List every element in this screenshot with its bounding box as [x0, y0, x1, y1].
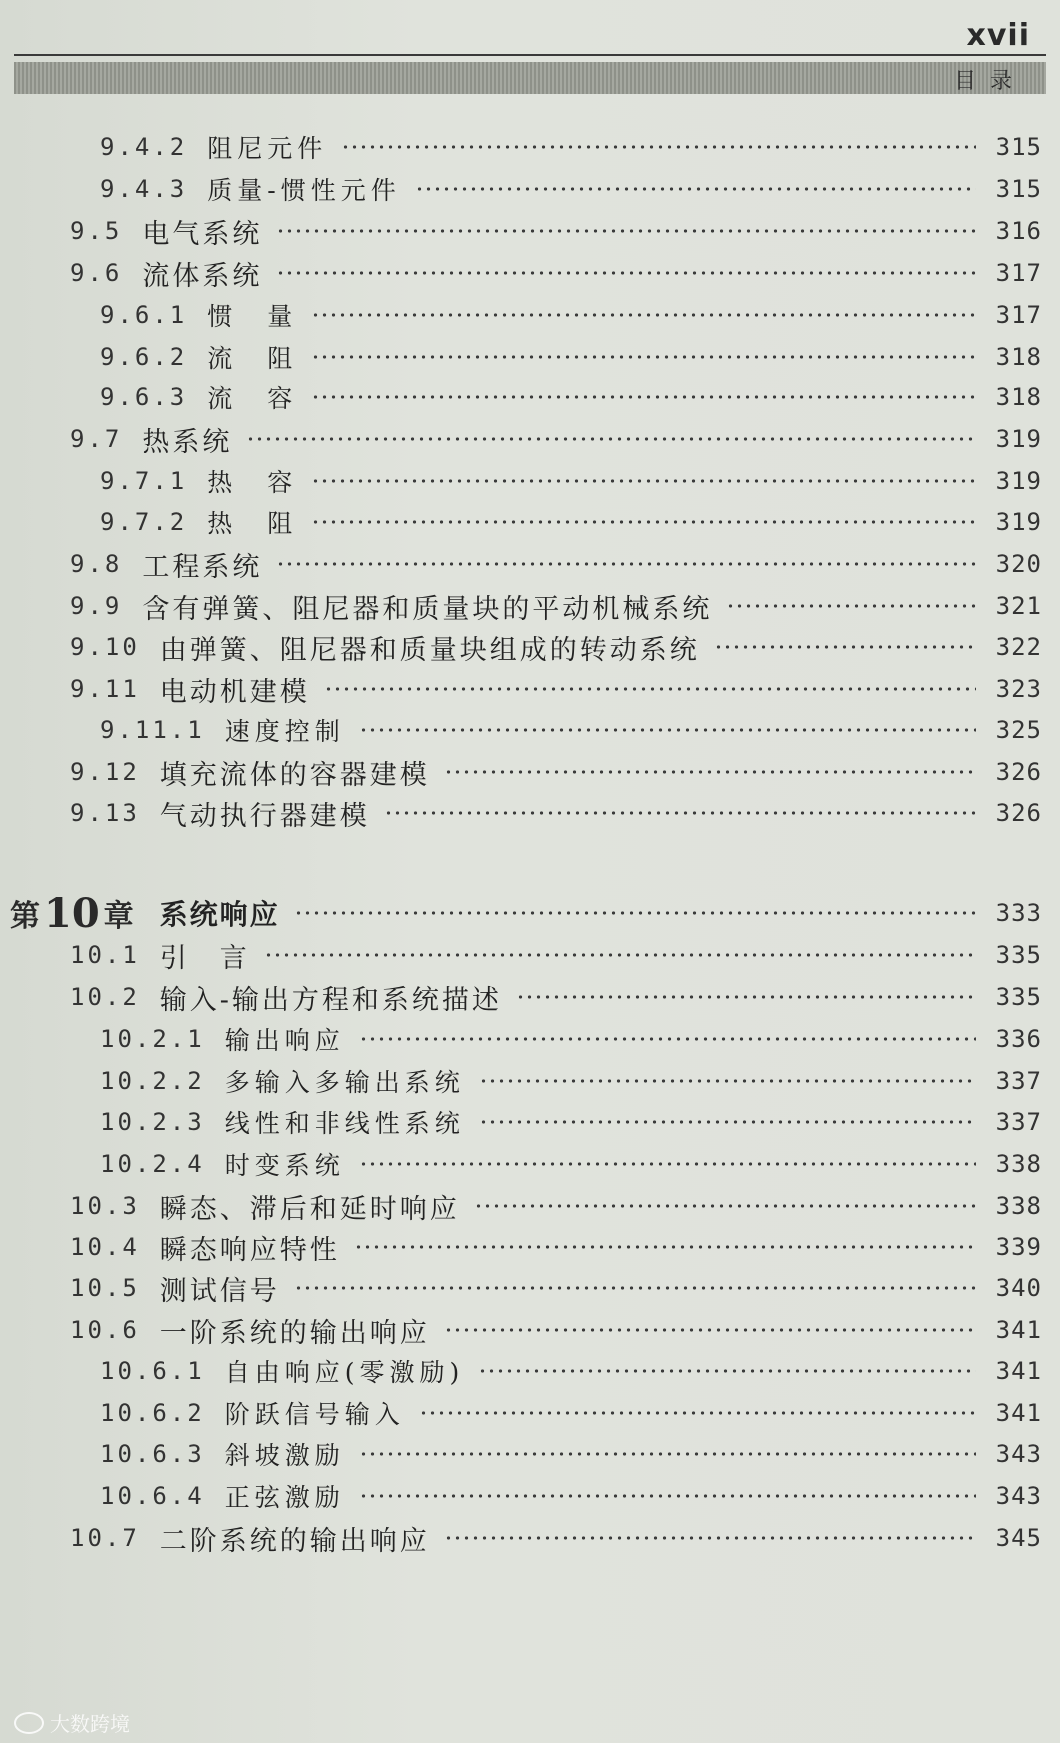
- toc-entry[interactable]: [10, 889, 1042, 937]
- entry-title: 多输入多输出系统: [224, 1068, 465, 1097]
- leader-dots: [474, 1204, 976, 1208]
- entry-page-number: 322: [995, 633, 1042, 661]
- entry-title: 系统响应: [159, 898, 280, 931]
- entry-page-number: 321: [995, 592, 1042, 620]
- chapter-prefix: 第: [10, 899, 40, 934]
- entry-number: 10.2: [70, 983, 140, 1011]
- entry-number: 9.7.2: [100, 508, 188, 536]
- leader-dots: [311, 355, 976, 359]
- leader-dots: [516, 995, 976, 999]
- toc-entry[interactable]: [100, 377, 1042, 417]
- entry-number: 10.4: [70, 1233, 140, 1261]
- header-page-number: xvii: [966, 18, 1030, 53]
- toc-entry[interactable]: [70, 935, 1042, 975]
- entry-title: 一阶系统的输出响应: [159, 1317, 430, 1349]
- entry-page-number: 318: [995, 383, 1042, 411]
- toc-entry[interactable]: [70, 627, 1042, 667]
- entry-page-number: 326: [995, 758, 1042, 786]
- leader-dots: [384, 811, 976, 815]
- entry-page-number: 338: [995, 1192, 1042, 1220]
- entry-number: 9.4.3: [100, 175, 188, 203]
- entry-page-number: 345: [995, 1524, 1042, 1552]
- entry-page-number: 320: [995, 550, 1042, 578]
- entry-number: 9.7: [70, 425, 123, 453]
- toc-entry[interactable]: [100, 710, 1042, 750]
- leader-dots: [294, 911, 976, 915]
- entry-page-number: 315: [995, 175, 1042, 203]
- leader-dots: [359, 1494, 976, 1498]
- leader-dots: [444, 1536, 976, 1540]
- toc-entry[interactable]: [100, 1061, 1042, 1101]
- toc-entry[interactable]: [70, 1310, 1042, 1350]
- leader-dots: [276, 562, 976, 566]
- leader-dots: [276, 271, 976, 275]
- entry-title: 电气系统: [142, 218, 263, 250]
- entry-title: 惯 量: [207, 302, 298, 331]
- entry-number: 9.11: [70, 675, 140, 703]
- leader-dots: [311, 395, 976, 399]
- chapter-number: 10: [44, 889, 100, 937]
- leader-dots: [359, 1037, 976, 1041]
- entry-page-number: 325: [995, 716, 1042, 744]
- entry-title: 二阶系统的输出响应: [159, 1525, 430, 1557]
- entry-number: 9.8: [70, 550, 123, 578]
- leader-dots: [478, 1369, 976, 1373]
- entry-title: 斜坡激励: [224, 1441, 345, 1470]
- entry-number: 9.9: [70, 592, 123, 620]
- toc-entry[interactable]: [70, 669, 1042, 709]
- toc-entry[interactable]: [100, 502, 1042, 542]
- toc-entry[interactable]: [70, 1186, 1042, 1226]
- toc-entry[interactable]: [70, 977, 1042, 1017]
- entry-title: 工程系统: [142, 551, 263, 583]
- entry-page-number: 343: [995, 1440, 1042, 1468]
- entry-number: 10.2.1: [100, 1025, 205, 1053]
- entry-page-number: 335: [995, 941, 1042, 969]
- entry-title: 电动机建模: [159, 676, 310, 708]
- entry-title: 正弦激励: [224, 1483, 345, 1512]
- entry-title: 热 阻: [207, 509, 298, 538]
- toc-entry[interactable]: [70, 544, 1042, 584]
- chapter-suffix: 章: [103, 899, 134, 934]
- leader-dots: [415, 187, 976, 191]
- toc-entry[interactable]: [100, 127, 1042, 167]
- entry-page-number: 323: [995, 675, 1042, 703]
- toc-entry[interactable]: [100, 169, 1042, 209]
- entry-page-number: 315: [995, 133, 1042, 161]
- entry-number: 9.6: [70, 259, 123, 287]
- leader-dots: [294, 1286, 976, 1290]
- entry-page-number: 319: [995, 425, 1042, 453]
- entry-number: 9.11.1: [100, 716, 205, 744]
- leader-dots: [341, 145, 976, 149]
- header-rule: [14, 54, 1046, 56]
- leader-dots: [354, 1245, 976, 1249]
- entry-page-number: 339: [995, 1233, 1042, 1261]
- entry-title: 含有弹簧、阻尼器和质量块的平动机械系统: [142, 593, 713, 625]
- leader-dots: [359, 728, 976, 732]
- leader-dots: [726, 604, 976, 608]
- leader-dots: [444, 770, 976, 774]
- entry-number: 10.6.1: [100, 1357, 205, 1385]
- entry-page-number: 319: [995, 508, 1042, 536]
- entry-number: 10.1: [70, 941, 140, 969]
- toc-entry[interactable]: [70, 586, 1042, 626]
- entry-number: 9.12: [70, 758, 140, 786]
- entry-title: 填充流体的容器建模: [159, 759, 430, 791]
- toc-entry[interactable]: [70, 793, 1042, 833]
- entry-number: 9.6.1: [100, 301, 188, 329]
- entry-title: 输入-输出方程和系统描述: [159, 984, 502, 1016]
- entry-title: 线性和非线性系统: [224, 1109, 465, 1138]
- toc-entry[interactable]: [100, 337, 1042, 377]
- entry-page-number: 316: [995, 217, 1042, 245]
- header-band: [14, 62, 1046, 94]
- toc-entry[interactable]: [100, 461, 1042, 501]
- entry-page-number: 341: [995, 1316, 1042, 1344]
- toc-entry[interactable]: [100, 295, 1042, 335]
- watermark-text: 大数跨境: [50, 1712, 130, 1736]
- entry-title: 输出响应: [224, 1026, 345, 1055]
- entry-number: 10.6.3: [100, 1440, 205, 1468]
- entry-number: 10.2.4: [100, 1150, 205, 1178]
- entry-page-number: 338: [995, 1150, 1042, 1178]
- entry-title: 阶跃信号输入: [224, 1400, 405, 1429]
- watermark-logo-icon: [14, 1712, 44, 1734]
- entry-page-number: 326: [995, 799, 1042, 827]
- entry-title: 热 容: [207, 468, 298, 497]
- leader-dots: [714, 645, 976, 649]
- entry-number: 10.5: [70, 1274, 140, 1302]
- toc-entry[interactable]: [100, 1102, 1042, 1142]
- toc-entry[interactable]: [70, 253, 1042, 293]
- leader-dots: [359, 1162, 976, 1166]
- entry-number: 10.7: [70, 1524, 140, 1552]
- entry-page-number: 333: [995, 899, 1042, 927]
- leader-dots: [324, 687, 976, 691]
- entry-title: 热系统: [142, 426, 233, 458]
- entry-number: 10.6.2: [100, 1399, 205, 1427]
- entry-title: 引 言: [159, 942, 250, 974]
- entry-title: 流 容: [207, 384, 298, 413]
- entry-number: 9.5: [70, 217, 123, 245]
- leader-dots: [479, 1120, 976, 1124]
- toc-entry[interactable]: [100, 1144, 1042, 1184]
- leader-dots: [359, 1452, 976, 1456]
- toc-entry[interactable]: [70, 1227, 1042, 1267]
- entry-number: 10.2.3: [100, 1108, 205, 1136]
- leader-dots: [444, 1328, 976, 1332]
- entry-title: 质量-惯性元件: [207, 176, 401, 205]
- entry-number: 9.6.3: [100, 383, 188, 411]
- entry-number: 9.7.1: [100, 467, 188, 495]
- toc-entry[interactable]: [70, 1518, 1042, 1558]
- entry-page-number: 335: [995, 983, 1042, 1011]
- entry-number: 9.13: [70, 799, 140, 827]
- entry-title: 测试信号: [159, 1275, 280, 1307]
- leader-dots: [264, 953, 976, 957]
- toc-entry[interactable]: [100, 1476, 1042, 1516]
- entry-page-number: 319: [995, 467, 1042, 495]
- entry-title: 自由响应(零激励): [224, 1358, 465, 1387]
- entry-page-number: 341: [995, 1399, 1042, 1427]
- entry-title: 流体系统: [142, 260, 263, 292]
- toc-entry[interactable]: [70, 211, 1042, 251]
- entry-title: 气动执行器建模: [159, 800, 370, 832]
- toc-entry[interactable]: [70, 752, 1042, 792]
- entry-page-number: 340: [995, 1274, 1042, 1302]
- entry-title: 瞬态、滞后和延时响应: [159, 1193, 460, 1225]
- leader-dots: [311, 520, 976, 524]
- entry-page-number: 337: [995, 1067, 1042, 1095]
- entry-page-number: 337: [995, 1108, 1042, 1136]
- entry-number: 9.4.2: [100, 133, 188, 161]
- entry-page-number: 341: [995, 1357, 1042, 1385]
- entry-number: 10.6.4: [100, 1482, 205, 1510]
- entry-title: 阻尼元件: [207, 134, 328, 163]
- leader-dots: [311, 479, 976, 483]
- toc-entry[interactable]: [70, 419, 1042, 459]
- leader-dots: [276, 229, 976, 233]
- toc-entry[interactable]: [100, 1351, 1042, 1391]
- leader-dots: [311, 313, 976, 317]
- entry-number: 10.3: [70, 1192, 140, 1220]
- entry-title: 时变系统: [224, 1151, 345, 1180]
- leader-dots: [246, 437, 976, 441]
- entry-number: 10.2.2: [100, 1067, 205, 1095]
- entry-title: 流 阻: [207, 344, 298, 373]
- watermark: [14, 1708, 130, 1737]
- entry-title: 由弹簧、阻尼器和质量块组成的转动系统: [159, 634, 700, 666]
- leader-dots: [479, 1079, 976, 1083]
- entry-page-number: 317: [995, 301, 1042, 329]
- entry-number: 9.6.2: [100, 343, 188, 371]
- entry-title: 瞬态响应特性: [159, 1234, 340, 1266]
- header-section-title: 目录: [953, 69, 1026, 94]
- entry-number: 10.6: [70, 1316, 140, 1344]
- entry-page-number: 317: [995, 259, 1042, 287]
- entry-title: 速度控制: [224, 717, 345, 746]
- entry-page-number: 336: [995, 1025, 1042, 1053]
- toc-entry[interactable]: [70, 1268, 1042, 1308]
- entry-page-number: 318: [995, 343, 1042, 371]
- toc-entry[interactable]: [100, 1019, 1042, 1059]
- toc-entry[interactable]: [100, 1393, 1042, 1433]
- entry-page-number: 343: [995, 1482, 1042, 1510]
- entry-number: 9.10: [70, 633, 140, 661]
- toc-entry[interactable]: [100, 1434, 1042, 1474]
- leader-dots: [419, 1411, 976, 1415]
